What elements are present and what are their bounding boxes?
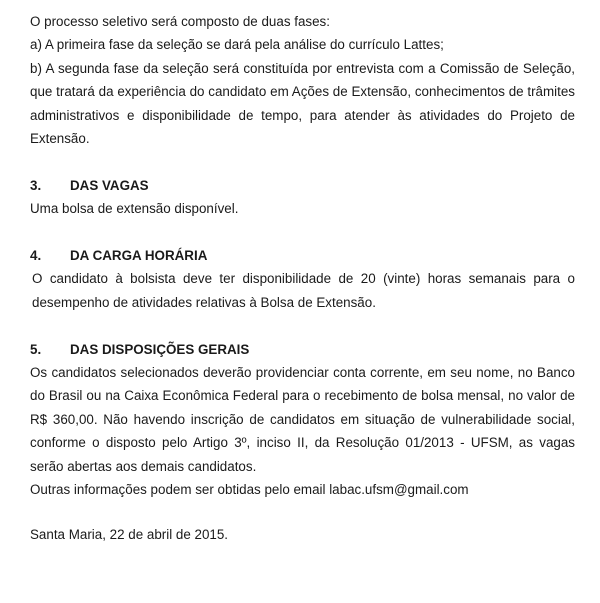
section-3-heading	[30, 174, 575, 197]
section-5-body: Os candidatos selecionados deverão providenciar conta corrente, em seu nome, no Banco do Brasil ou na Caixa Econômica Federal para o recebimento de bolsa mensal, no valor de R$ 360,00. Não havendo inscrição de candidatos em situação de vulnerabilidade social, conforme o disposto pelo Artigo 3º, inciso II, da Resolução 01/2013 - UFSM, as vagas serão abertas aos demais candidatos.	[30, 365, 575, 474]
section-5-contact: Outras informações podem ser obtidas pelo email labac.ufsm@gmail.com	[30, 482, 469, 498]
section-3-body: Uma bolsa de extensão disponível.	[30, 201, 239, 217]
spacer	[30, 221, 575, 244]
section-5-title: DAS DISPOSIÇÕES GERAIS	[70, 341, 250, 357]
section-4-number: 4.	[30, 248, 42, 264]
section-4-body: O candidato à bolsista deve ter disponibilidade de 20 (vinte) horas semanais para o desempenho de atividades relativas à Bolsa de Extensão.	[32, 271, 575, 310]
signature-place-date: Santa Maria, 22 de abril de 2015.	[30, 527, 229, 543]
phase-b-item: b) A segunda fase da seleção será constituída por entrevista com a Comissão de Seleção, que tratará da experiência do candidato em Ações de Extensão, conhecimentos de trâmites administrativos e disponibilidade de tempo, para atender às atividades do Projeto de Extensão.	[30, 60, 575, 147]
section-4-heading	[30, 244, 575, 267]
section-5-number: 5.	[30, 341, 42, 357]
intro-line: O processo seletivo será composto de duas fases:	[30, 14, 330, 29]
document-page	[30, 10, 575, 547]
section-3-number: 3.	[30, 177, 42, 193]
spacer	[30, 150, 575, 173]
section-3-title: DAS VAGAS	[70, 177, 149, 193]
section-5-heading	[30, 338, 575, 361]
section-4-title: DA CARGA HORÁRIA	[70, 248, 208, 264]
spacer	[30, 314, 575, 337]
phase-a-item: a) A primeira fase da seleção se dará pela análise do currículo Lattes;	[30, 37, 444, 53]
